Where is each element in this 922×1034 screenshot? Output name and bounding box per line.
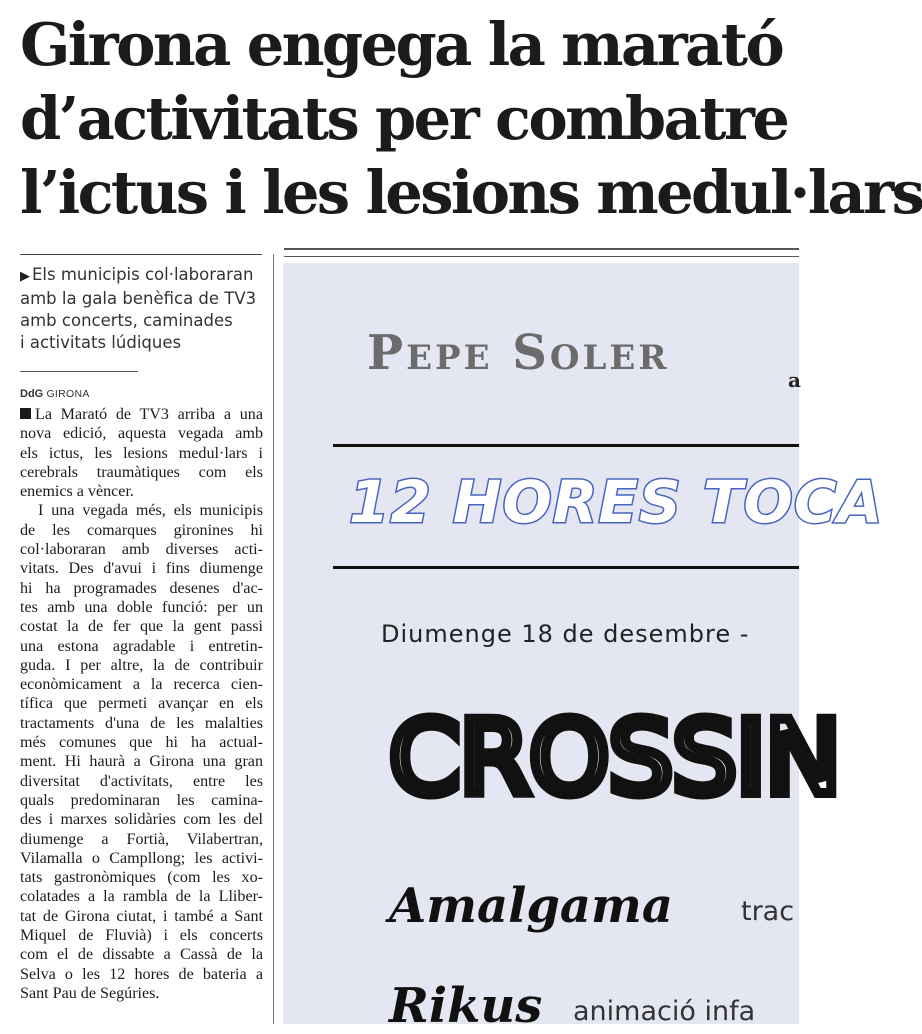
body-line: tes amb una doble funció: per un: [20, 598, 263, 616]
body-line: col·laboraran amb diverses acti-: [20, 541, 263, 559]
body-line: des i marxes solidàries com les del: [20, 811, 263, 829]
body-line: colatades a la rambla de la Lliber-: [20, 888, 263, 906]
event-poster: [283, 263, 884, 1034]
body-line: quals predominaran les camina-: [20, 791, 263, 809]
poster-pepe-suffix: a: [788, 368, 801, 392]
body-line: Vilamalla o Campllong; les activi-: [20, 849, 263, 867]
body-line: diversitat d'activitats, entre les: [20, 772, 263, 790]
body-line: ment. Hi haurà a Girona una gran: [20, 753, 263, 771]
body-line: tats gastronòmiques (com les xo-: [20, 869, 263, 887]
body-line: econòmicament a la recerca cien-: [20, 676, 263, 694]
subhead-rule: [20, 371, 138, 372]
byline-location: GIRONA: [46, 388, 90, 400]
body-line: Miquel de Fluvià) i els concerts: [20, 927, 263, 945]
subhead-line-1: Els municipis col·laboraran: [32, 265, 254, 284]
body-line: tat de Girona ciutat, i també a Sant: [20, 907, 263, 925]
body-line: hi ha programades desenes d'ac-: [20, 579, 263, 597]
body-line: costat la de fer que la gent passi: [20, 618, 263, 636]
body-line: enemics a vèncer.: [20, 483, 134, 501]
poster-top-rules: [284, 248, 799, 257]
body-line: cerebrals traumàtiques com els: [20, 463, 263, 481]
body-line: I una vegada més, els municipis: [38, 502, 263, 520]
byline: [20, 388, 90, 400]
byline-outlet: DdG: [20, 388, 44, 400]
subheadline: [20, 264, 265, 354]
body-line: tractaments d'una de les malalties: [20, 714, 263, 732]
poster-crossing-logo: CROSSIN: [389, 699, 841, 818]
poster-date: Diumenge 18 de desembre -: [381, 620, 750, 648]
headline-line-1: Girona engega la marató: [20, 10, 783, 79]
triangle-bullet-icon: ▶: [20, 269, 30, 284]
body-line-text: La Marató de TV3 arriba a una: [35, 406, 263, 423]
body-line: de les comarques gironines hi: [20, 521, 263, 539]
headline-line-3: l’ictus i les lesions medul·lars: [20, 158, 922, 227]
subhead-line-4: i activitats lúdiques: [20, 333, 182, 352]
article-body: [20, 405, 263, 1003]
poster-rikus-desc: animació infa: [573, 996, 756, 1027]
poster-amalgama: Amalgama: [389, 878, 673, 934]
body-line: els ictus, les lesions medul·lars i: [20, 444, 263, 462]
body-line: més comunes que hi ha actual-: [20, 734, 263, 752]
subhead-line-2: amb la gala benèfica de TV3: [20, 289, 257, 308]
poster-rule-top: [333, 444, 799, 447]
body-line: nova edició, aquesta vegada amb: [20, 425, 263, 443]
poster-amalgama-desc: trac: [741, 896, 795, 927]
body-line: [20, 405, 263, 424]
square-bullet-icon: [20, 408, 31, 419]
headline: [20, 8, 922, 230]
column-top-rule: [20, 254, 262, 255]
column-divider: [273, 254, 274, 1024]
body-line: guda. I per altre, la de contribuir: [20, 656, 263, 674]
body-line: vitats. Des d'avui i fins diumenge: [20, 560, 263, 578]
subhead-line-3: amb concerts, caminades: [20, 311, 233, 330]
poster-12-hores: 12 HORES TOCA: [349, 468, 884, 536]
body-line: diumenge a Fortià, Vilabertran,: [20, 830, 263, 848]
body-line: Selva o les 12 hores de bateria a: [20, 965, 263, 983]
poster-rule-bottom: [333, 566, 799, 569]
headline-line-2: d’activitats per combatre: [20, 84, 788, 153]
poster-rikus: Rikus: [389, 978, 543, 1034]
body-line: com el de dissabte a Cassà de la: [20, 946, 263, 964]
body-line: tífica que permeti avançar en els: [20, 695, 263, 713]
body-line: Sant Pau de Segúries.: [20, 984, 160, 1002]
poster-pepe-soler: Pepe Soler: [367, 325, 670, 381]
body-line: una estona agradable i entretin-: [20, 637, 263, 655]
